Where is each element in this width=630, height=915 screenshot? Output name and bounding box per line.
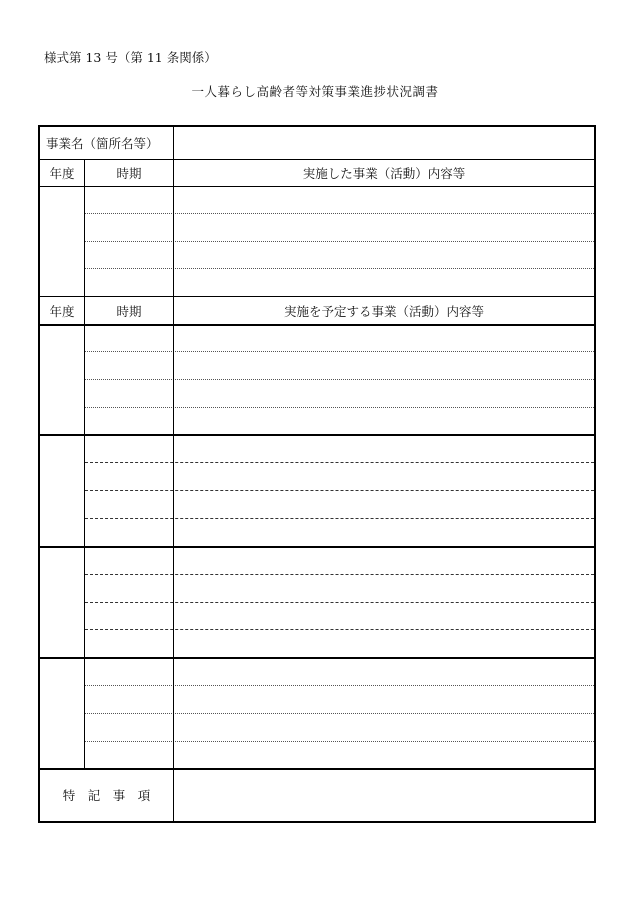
form-number-label: 様式第 13 号（第 11 条関係） bbox=[44, 50, 217, 65]
entry-line bbox=[85, 713, 594, 714]
row-divider bbox=[40, 324, 594, 326]
column-divider bbox=[84, 159, 85, 768]
block-divider bbox=[40, 546, 594, 548]
block-divider bbox=[40, 434, 594, 436]
planned-period-header: 時期 bbox=[116, 303, 142, 319]
entry-line bbox=[85, 685, 594, 686]
entry-line bbox=[85, 574, 594, 575]
done-content-header: 実施した事業（活動）内容等 bbox=[302, 166, 466, 181]
document-title: 一人暮らし高齢者等対策事業進捗状況調書 bbox=[191, 84, 439, 99]
remarks-label: 特 記 事 項 bbox=[62, 788, 151, 803]
planned-content-header: 実施を予定する事業（活動）内容等 bbox=[283, 303, 484, 319]
row-divider bbox=[40, 186, 594, 187]
project-name-label: 事業名（箇所名等） bbox=[46, 136, 159, 151]
entry-line bbox=[85, 602, 594, 603]
done-year-header: 年度 bbox=[49, 166, 75, 181]
report-table bbox=[38, 125, 596, 823]
entry-line bbox=[85, 462, 594, 463]
done-period-header: 時期 bbox=[116, 166, 142, 181]
entry-line bbox=[85, 268, 594, 269]
entry-line bbox=[85, 213, 594, 214]
entry-line bbox=[85, 741, 594, 742]
planned-year-header: 年度 bbox=[49, 303, 75, 319]
column-divider bbox=[173, 127, 174, 821]
entry-line bbox=[85, 241, 594, 242]
entry-line bbox=[85, 518, 594, 519]
entry-line bbox=[85, 490, 594, 491]
block-divider bbox=[40, 657, 594, 659]
entry-line bbox=[85, 351, 594, 352]
entry-line bbox=[85, 379, 594, 380]
entry-line bbox=[85, 629, 594, 630]
entry-line bbox=[85, 407, 594, 408]
